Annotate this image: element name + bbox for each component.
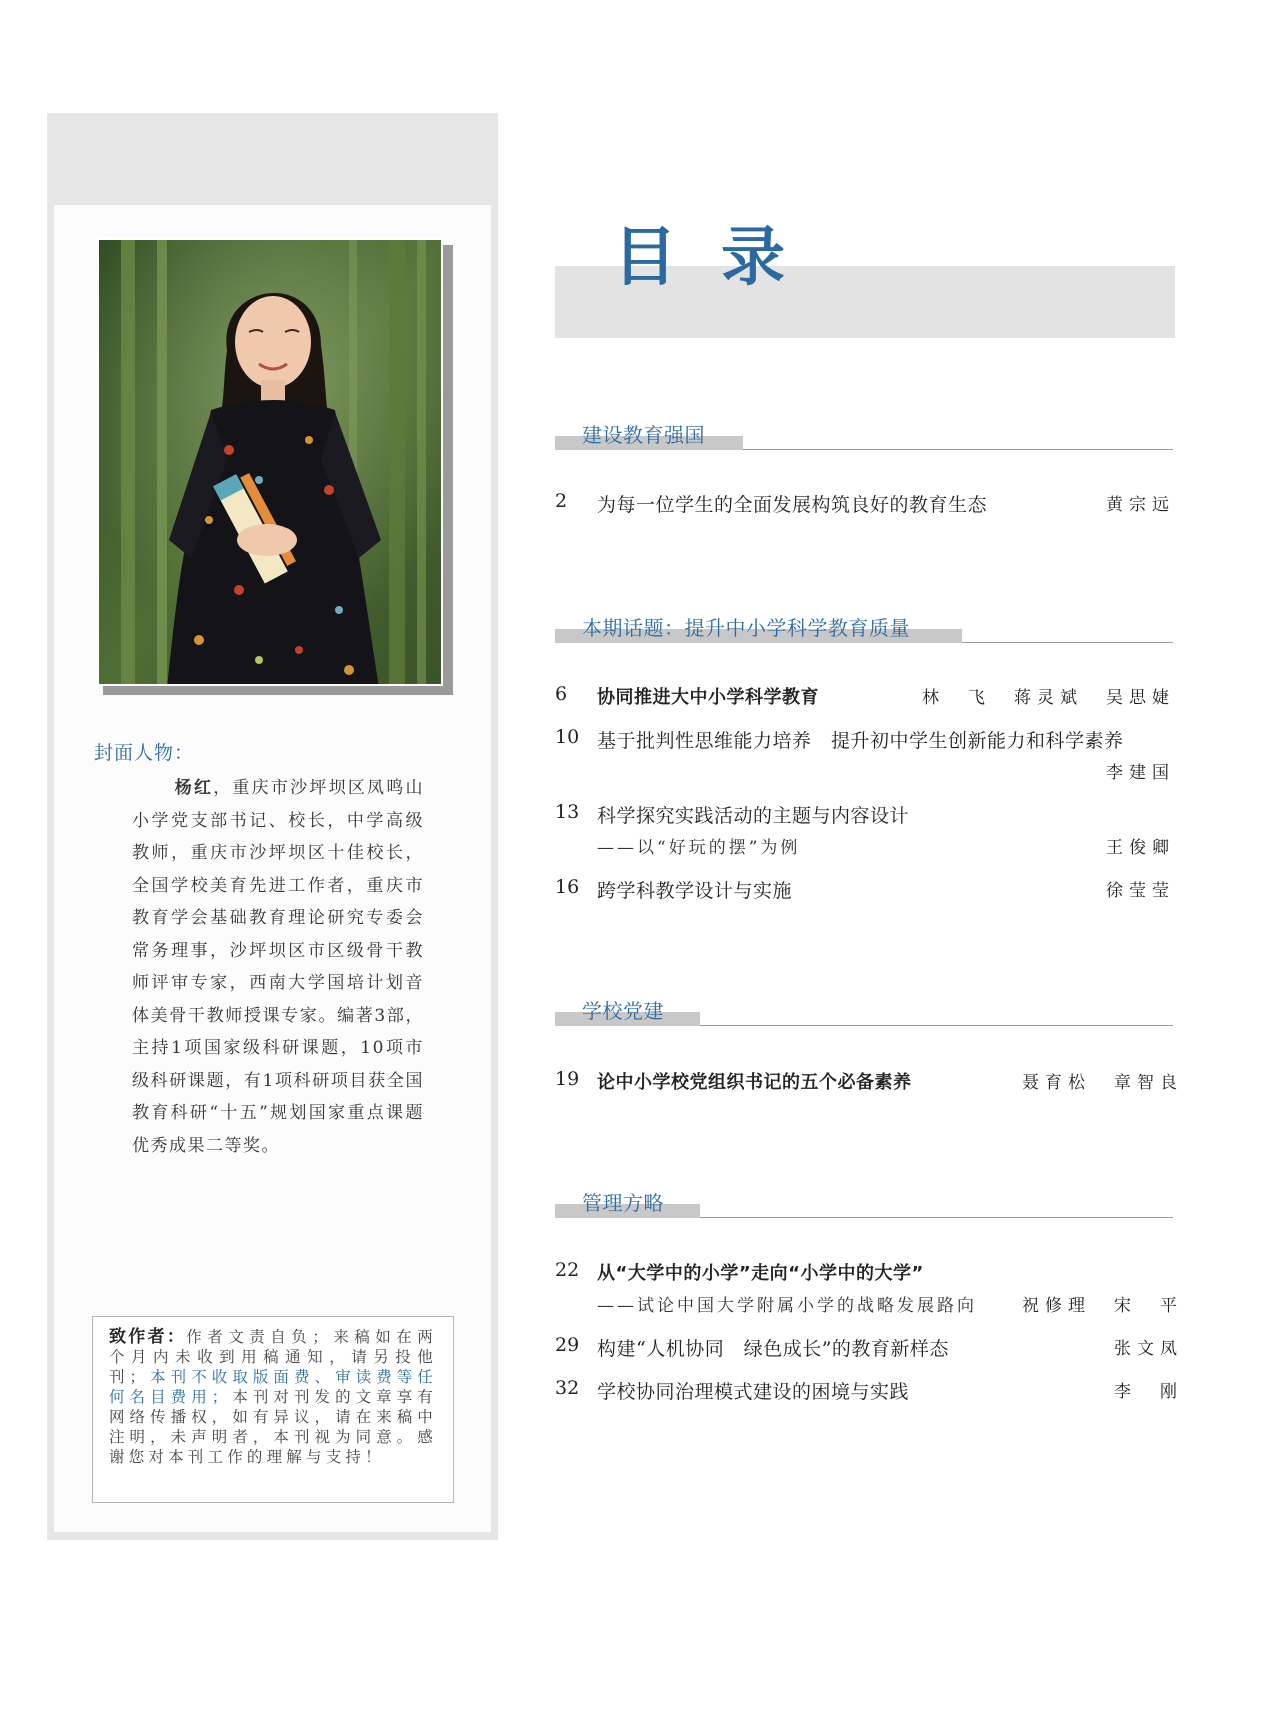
section-label: 学校党建	[582, 999, 664, 1023]
toc-page-number: 10	[555, 726, 580, 748]
toc-article-title: 基于批判性思维能力培养 提升初中学生创新能力和科学素养	[597, 730, 1124, 752]
toc-article-title: 跨学科教学设计与实施	[597, 880, 793, 902]
toc-article-title: 构建“人机协同 绿色成长”的教育新样态	[597, 1338, 949, 1360]
toc-author: 黄宗远	[1106, 495, 1175, 515]
author-notice-lead: 致作者：	[109, 1327, 187, 1347]
toc-article-title: 从“大学中的小学”走向“小学中的大学”	[597, 1263, 924, 1284]
toc-author: 徐莹莹	[1106, 881, 1175, 901]
toc-author: 李建国	[1106, 763, 1175, 783]
toc-page-number: 13	[555, 801, 580, 823]
cover-person-bio-text: ，重庆市沙坪坝区凤鸣山小学党支部书记、校长，中学高级教师，重庆市沙坪坝区十佳校长，全国学校美育先进工作者，重庆市教育学会基础教育理论研究专委会常务理事，沙坪坝区市区级骨干教师评审专家，西南大学国培计划音体美骨干教师授课专家。编著3部，主持1项国家级科研课题，10项市级科研课题，有1项科研项目获全国教育科研“十五”规划国家重点课题优秀成果二等奖。	[132, 778, 425, 1156]
section-label: 管理方略	[582, 1191, 664, 1215]
toc-title: 目录	[613, 221, 829, 295]
toc-article-title: 协同推进大中小学科学教育	[597, 687, 819, 708]
toc-author: 李 刚	[1114, 1382, 1183, 1402]
toc-article-title: 为每一位学生的全面发展构筑良好的教育生态	[597, 494, 988, 516]
cover-person-heading: 封面人物：	[94, 742, 195, 764]
toc-author: 林 飞 蒋灵斌 吴思婕	[922, 688, 1175, 708]
toc-article-title: 论中小学校党组织书记的五个必备素养	[597, 1072, 912, 1093]
toc-entry[interactable]	[555, 1259, 1185, 1319]
toc-page-number: 16	[555, 876, 580, 898]
author-notice-box	[92, 1316, 454, 1503]
toc-page-number: 29	[555, 1334, 580, 1356]
author-notice-part1: 作者文责自负；来稿如在两个月内未收到用稿通知，请另投他刊；	[109, 1328, 438, 1386]
toc-page-number: 19	[555, 1068, 580, 1090]
cover-person-bio	[132, 772, 424, 1162]
section-header-1	[555, 410, 1173, 450]
author-notice-part2: 本刊对刊发的文章享有网络传播权，如有异议，请在来稿中注明，未声明者，本刊视为同意。感谢您对本刊工作的理解与支持！	[109, 1388, 437, 1466]
toc-author: 聂育松 章智良	[1022, 1073, 1183, 1093]
toc-article-subtitle: ——试论中国大学附属小学的战略发展路向	[597, 1296, 977, 1316]
toc-article-subtitle: ——以“好玩的摆”为例	[597, 838, 801, 858]
cover-portrait-photo	[97, 238, 443, 686]
toc-article-title: 学校协同治理模式建设的困境与实践	[597, 1381, 910, 1403]
toc-page-number: 22	[555, 1259, 580, 1281]
section-label: 本期话题：提升中小学科学教育质量	[582, 616, 910, 640]
section-header-4	[555, 1178, 1173, 1218]
section-header-2	[555, 603, 1173, 643]
toc-author: 张文凤	[1114, 1339, 1183, 1359]
toc-page-number: 2	[555, 490, 568, 512]
section-label: 建设教育强国	[582, 423, 705, 447]
toc-author: 王俊卿	[1106, 838, 1175, 858]
author-notice-highlight: 本刊不收取版面费、审读费等任何名目费用；	[109, 1368, 437, 1406]
toc-author: 祝修理 宋 平	[1022, 1296, 1183, 1316]
toc-page-number: 6	[555, 683, 568, 705]
toc-article-title: 科学探究实践活动的主题与内容设计	[597, 805, 910, 827]
toc-page-number: 32	[555, 1377, 580, 1399]
author-notice-text	[109, 1327, 437, 1467]
cover-person-name: 杨红	[174, 778, 214, 798]
section-header-3	[555, 986, 1173, 1026]
toc-entry[interactable]	[555, 801, 1185, 861]
toc-entry[interactable]	[555, 726, 1185, 786]
